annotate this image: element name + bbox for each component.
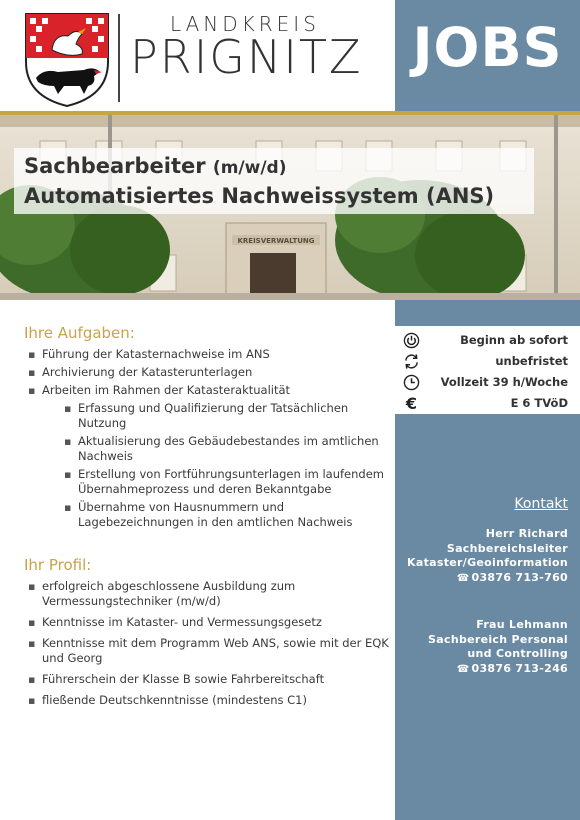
job-title: Sachbearbeiter (24, 154, 206, 178)
euro-icon (403, 395, 420, 412)
contact-department: Kataster/Geoinformation (407, 556, 568, 569)
fact-text: unbefristet (495, 354, 568, 368)
list-item: ▪ erfolgreich abgeschlossene Ausbildung zum Vermessungstechniker (m/w/d) (42, 579, 389, 609)
svg-text:€: € (405, 395, 418, 412)
contact-name: Herr Richard (485, 527, 568, 540)
clock-icon (403, 374, 420, 391)
sub-list-item: ▪ Übernahme von Hausnummern und Lagebezeichnungen in den amtlichen Nachweis (78, 500, 389, 530)
job-title-line2: Automatisiertes Nachweissystem (ANS) (24, 184, 495, 208)
contact-role: Sachbereich Personal (428, 632, 568, 646)
brand-divider (118, 14, 120, 102)
aufgaben-list (24, 347, 389, 530)
list-item: ▪ fließende Deutschkenntnisse (mindestens C1) (42, 693, 389, 708)
header (0, 0, 395, 112)
phone-icon: ☎ (456, 572, 470, 584)
list-item: ▪ Führerschein der Klasse B sowie Fahrbereitschaft (42, 672, 389, 687)
aufgaben-sublist (42, 401, 389, 530)
brand-top-text: LANDKREIS (170, 12, 320, 36)
job-description (24, 326, 389, 714)
list-item-text: Arbeiten im Rahmen der Katasteraktualität (42, 383, 291, 397)
contact-person-1 (395, 527, 568, 586)
contact-department: und Controlling (467, 647, 568, 660)
contact-phone-line[interactable] (395, 571, 568, 587)
jobs-badge: JOBS (412, 16, 563, 79)
list-item: ▪ Führung der Katasternachweise im ANS (42, 347, 389, 362)
contact-heading: Kontakt (514, 496, 568, 512)
contact-phone[interactable]: 03876 713-760 (471, 570, 568, 584)
list-item: ▪ Archivierung der Katasterunterlagen (42, 365, 389, 380)
contact-phone[interactable]: 03876 713-246 (471, 661, 568, 675)
sub-list-item: ▪ Erfassung und Qualifizierung der Tatsächlichen Nutzung (78, 401, 389, 431)
brand-main-text: PRIGNITZ (130, 30, 363, 84)
job-title-line1 (24, 154, 286, 178)
coat-of-arms-icon (24, 12, 110, 108)
profil-heading: Ihr Profil: (24, 556, 92, 574)
sub-list-item: ▪ Aktualisierung des Gebäudebestandes im amtlichen Nachweis (78, 434, 389, 464)
fact-text: Vollzeit 39 h/Woche (440, 375, 568, 389)
list-item: ▪ Kenntnisse im Kataster- und Vermessungsgesetz (42, 615, 389, 630)
contact-person-2 (395, 618, 568, 677)
building-sign: KREISVERWALTUNG (237, 237, 315, 245)
list-item (42, 383, 389, 530)
fact-text: E 6 TVöD (510, 396, 568, 410)
fact-text: Beginn ab sofort (460, 333, 568, 347)
fact-salary (395, 393, 580, 414)
aufgaben-heading: Ihre Aufgaben: (24, 324, 135, 342)
phone-icon: ☎ (456, 663, 470, 675)
fact-start (395, 330, 580, 351)
profil-list (24, 579, 389, 708)
refresh-icon (403, 353, 420, 370)
fact-duration (395, 351, 580, 372)
list-item: ▪ Kenntnisse mit dem Programm Web ANS, sowie mit der EQK und Georg (42, 636, 389, 666)
contact-role: Sachbereichsleiter (446, 541, 568, 555)
job-title-suffix: (m/w/d) (212, 158, 287, 178)
fact-hours (395, 372, 580, 393)
contact-name: Frau Lehmann (476, 618, 568, 631)
sub-list-item: ▪ Erstellung von Fortführungsunterlagen im laufendem Übernahmeprozess und deren Bekanntgabe (78, 467, 389, 497)
power-icon (403, 332, 420, 349)
contact-phone-line[interactable] (395, 662, 568, 678)
profil-section (24, 558, 389, 708)
